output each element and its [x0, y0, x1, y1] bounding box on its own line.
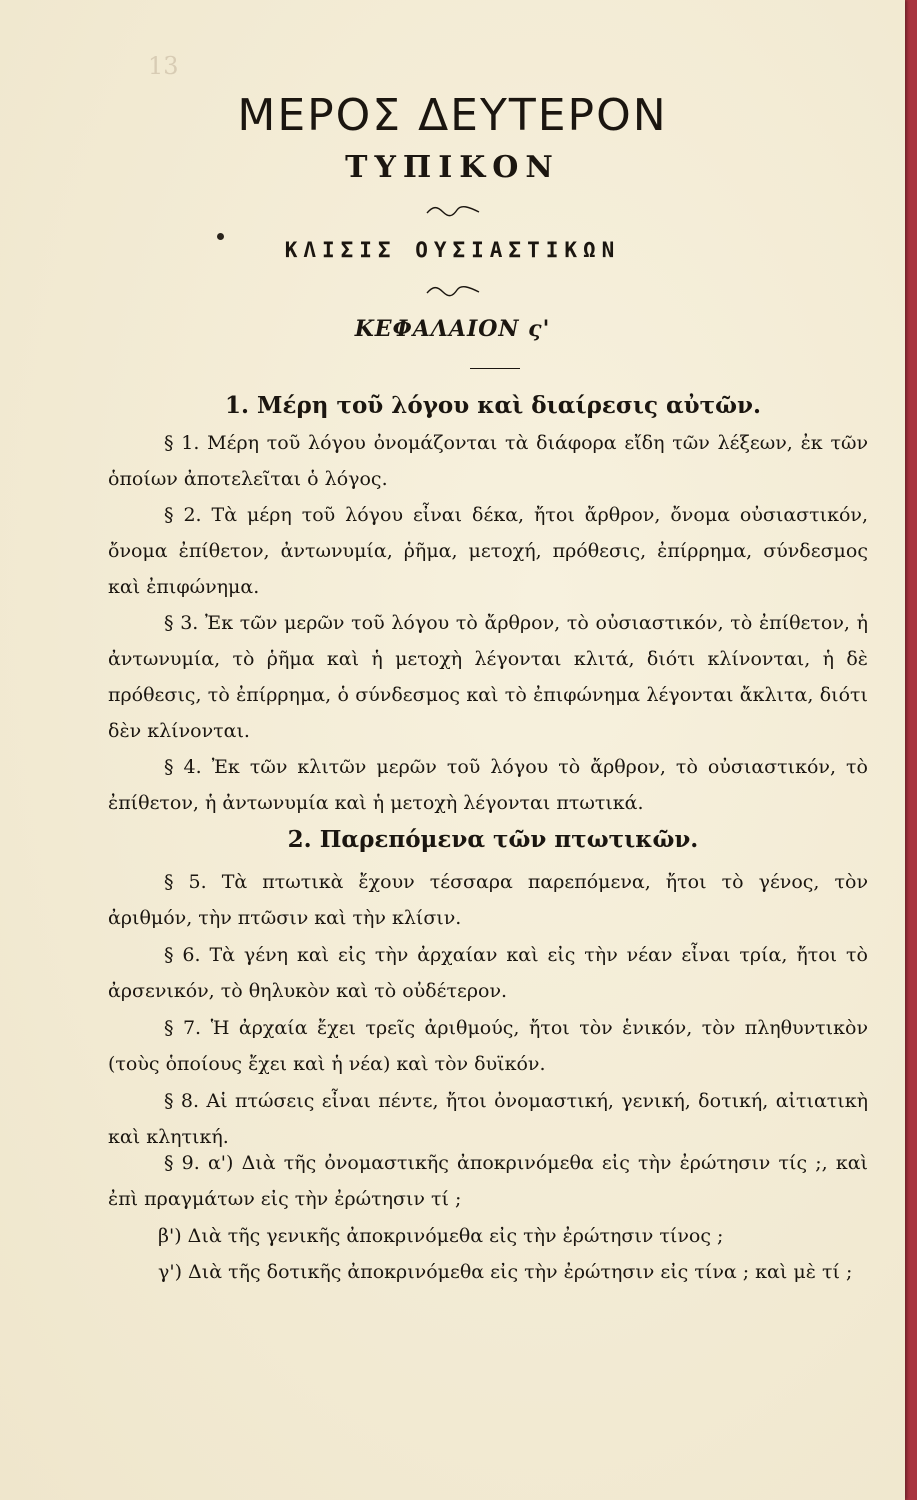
ink-speck — [217, 233, 224, 240]
paragraph-6: § 6. Τὰ γένη καὶ εἰς τὴν ἀρχαίαν καὶ εἰς τὴν νέαν εἶναι τρία, ἤτοι τὸ ἀρσενικόν, τὸ θηλυκὸν καὶ τὸ οὐδέτερον. — [108, 944, 868, 1002]
divider-rule — [470, 368, 520, 369]
heading-parts-of-speech: 1. Μέρη τοῦ λόγου καὶ διαίρεσις αὐτῶν. — [225, 392, 761, 419]
swash-ornament — [0, 203, 905, 222]
paragraph-8: § 8. Αἱ πτώσεις εἶναι πέντε, ἤτοι ὀνομαστική, γενική, δοτική, αἰτιατικὴ καὶ κλητική. — [108, 1090, 868, 1148]
page-number: 13 — [148, 52, 179, 80]
paragraph-9: § 9. α') Διὰ τῆς ὀνομαστικῆς ἀποκρινόμεθα εἰς τὴν ἐρώτησιν τίς ;, καὶ ἐπὶ πραγμάτων εἰς τὴν ἐρώτησιν τί ; — [108, 1152, 868, 1210]
heading-attributes: 2. Παρεπόμενα τῶν πτωτικῶν. — [287, 826, 699, 853]
section-title: ΚΛΙΣΙΣ ΟΥΣΙΑΣΤΙΚΩΝ — [284, 238, 621, 262]
swash-ornament — [0, 283, 905, 302]
paragraph-5: § 5. Τὰ πτωτικὰ ἔχουν τέσσαρα παρεπόμενα, ἤτοι τὸ γένος, τὸν ἀριθμόν, τὴν πτῶσιν καὶ τὴν κλίσιν. — [108, 871, 868, 929]
part-title: ΜΕΡΟΣ ΔΕΥΤΕΡΟΝ — [237, 90, 668, 141]
paragraph-2: § 2. Τὰ μέρη τοῦ λόγου εἶναι δέκα, ἤτοι ἄρθρον, ὄνομα οὐσιαστικόν, ὄνομα ἐπίθετον, ἀντωνυμία, ῥῆμα, μετοχή, πρόθεσις, ἐπίρρημα, σύνδεσμος καὶ ἐπιφώνημα. — [108, 504, 868, 598]
paragraph-3: § 3. Ἐκ τῶν μερῶν τοῦ λόγου τὸ ἄρθρον, τὸ οὐσιαστικόν, τὸ ἐπίθετον, ἡ ἀντωνυμία, τὸ ῥῆμα καὶ ἡ μετοχὴ λέγονται κλιτά, διότι κλίνονται, ἡ δὲ πρόθεσις, τὸ ἐπίρρημα, ὁ σύνδεσμος καὶ τὸ ἐπιφώνημα λέγονται ἄκλιτα, διότι δὲν κλίνονται. — [108, 612, 868, 742]
chapter-title: ΚΕΦΑΛΑΙΟΝ ς' — [354, 316, 551, 342]
paragraph-1: § 1. Μέρη τοῦ λόγου ὀνομάζονται τὰ διάφορα εἴδη τῶν λέξεων, ἐκ τῶν ὁποίων ἀποτελεῖται ὁ λόγος. — [108, 432, 868, 490]
paragraph-10: β') Διὰ τῆς γενικῆς ἀποκρινόμεθα εἰς τὴν ἐρώτησιν τίνος ; — [158, 1225, 724, 1247]
subject-title: ΤΥΠΙΚΟΝ — [345, 150, 560, 185]
paragraph-7: § 7. Ἡ ἀρχαία ἔχει τρεῖς ἀριθμούς, ἤτοι τὸν ἑνικόν, τὸν πληθυντικὸν (τοὺς ὁποίους ἔχει καὶ ἡ νέα) καὶ τὸν δυϊκόν. — [108, 1017, 868, 1075]
paragraph-11: γ') Διὰ τῆς δοτικῆς ἀποκρινόμεθα εἰς τὴν ἐρώτησιν εἰς τίνα ; καὶ μὲ τί ; — [158, 1261, 853, 1283]
paragraph-4: § 4. Ἐκ τῶν κλιτῶν μερῶν τοῦ λόγου τὸ ἄρθρον, τὸ οὐσιαστικόν, τὸ ἐπίθετον, ἡ ἀντωνυμία καὶ ἡ μετοχὴ λέγονται πτωτικά. — [108, 756, 868, 814]
